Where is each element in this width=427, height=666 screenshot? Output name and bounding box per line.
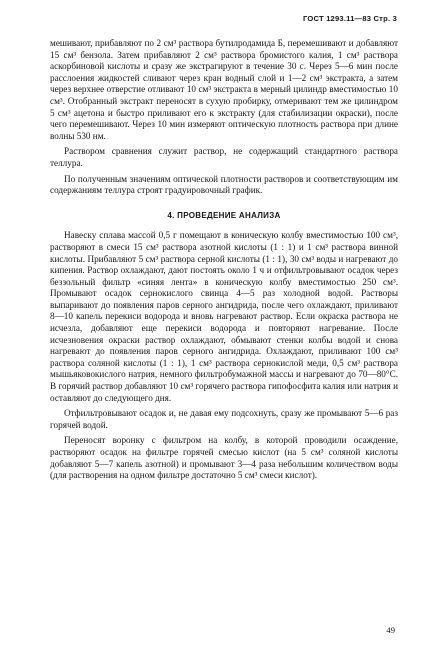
paragraph-funnel-transfer: Переносят воронку с фильтром на колбу, в которой проводили осаждение, растворяют осадок на фильтре горячей смесью кислот (на 5 см³ соляной кислоты добавляют 5—7 капель азотной) и промывают 3—4 раза небольшим количеством воды (для растворения на одном фильтре достаточно 5 см³ смеси кислот). xyxy=(50,435,398,481)
body-text xyxy=(50,38,398,486)
paragraph-sample-dissolution: Навеску сплава массой 0,5 г помещают в коническую колбу вместимостью 100 см³, растворяют в смеси 15 см³ раствора азотной кислоты (1 : 1) и 1 см³ раствора винной кислоты. Прибавляют 5 см³ раствора серной кислоты (1 : 1), 30 см³ воды и нагревают до кипения. Раствор охлаждают, дают постоять около 1 ч и отфильтровывают осадок через беззольный фильтр «синяя лента» в коническую колбу вместимостью 250 см³. Промывают осадок сернокислого свинца 4—5 раз холодной водой. Растворы выпаривают до появления паров серного ангидрида, после чего охлаждают, приливают 8—10 капель перекиси водорода и вновь нагревают раствор. Если окраска раствора не исчезла, добавляют еще перекиси водорода и повторяют нагревание. После исчезновения окраски раствор охлаждают, обмывают стенки колбы водой и снова нагревают до появления паров серного ангидрида. Охлаждают, приливают 100 см³ раствора соляной кислоты (1 : 1), 1 см³ раствора сернокислой меди, 0,5 см³ раствора мышьяковокислого натрия, немного фильтробумажной массы и нагревают до 70—80°С. В горячий раствор добавляют 10 см³ горячего раствора гипофосфита калия или натрия и оставляют до следующего дня. xyxy=(50,230,398,403)
paragraph-filtration: Отфильтровывают осадок и, не давая ему подсохнуть, сразу же промывают 5—6 раз горячей водой. xyxy=(50,408,398,430)
paragraph-continuation: мешивают, прибавляют по 2 см³ раствора бутилродамида Б, перемешивают и добавляют 15 см³ бензола. Затем прибавляют 2 см³ раствора бромистого калия, 1 см³ раствора аскорбиновой кислоты и сразу же экстрагируют в течение 30 с. Через 5—6 мин после расслоения жидкостей сливают через кран водный слой и 1—2 см³ экстракта, а затем через верхнее отверстие отливают 10 см³ экстракта в мерный цилиндр вместимостью 10 см³. Отобранный экстракт переносят в сухую пробирку, отмеривают тем же цилиндром 5 см³ ацетона и быстро приливают его к экстракту (для стабилизации окраски), после чего перемешивают. Через 10 мин измеряют оптическую плотность раствора при длине волны 530 нм. xyxy=(50,38,398,141)
standard-header: ГОСТ 1293.11—83 Стр. 3 xyxy=(302,14,397,23)
paragraph-reference-solution: Раствором сравнения служит раствор, не содержащий стандартного раствора теллура. xyxy=(50,146,398,168)
paragraph-calibration-graph: По полученным значениям оптической плотности растворов и соответствующим им содержаниям теллура строят градуировочный график. xyxy=(50,173,398,196)
section-title: 4. ПРОВЕДЕНИЕ АНАЛИЗА xyxy=(167,210,281,220)
page-number: 49 xyxy=(386,625,395,635)
